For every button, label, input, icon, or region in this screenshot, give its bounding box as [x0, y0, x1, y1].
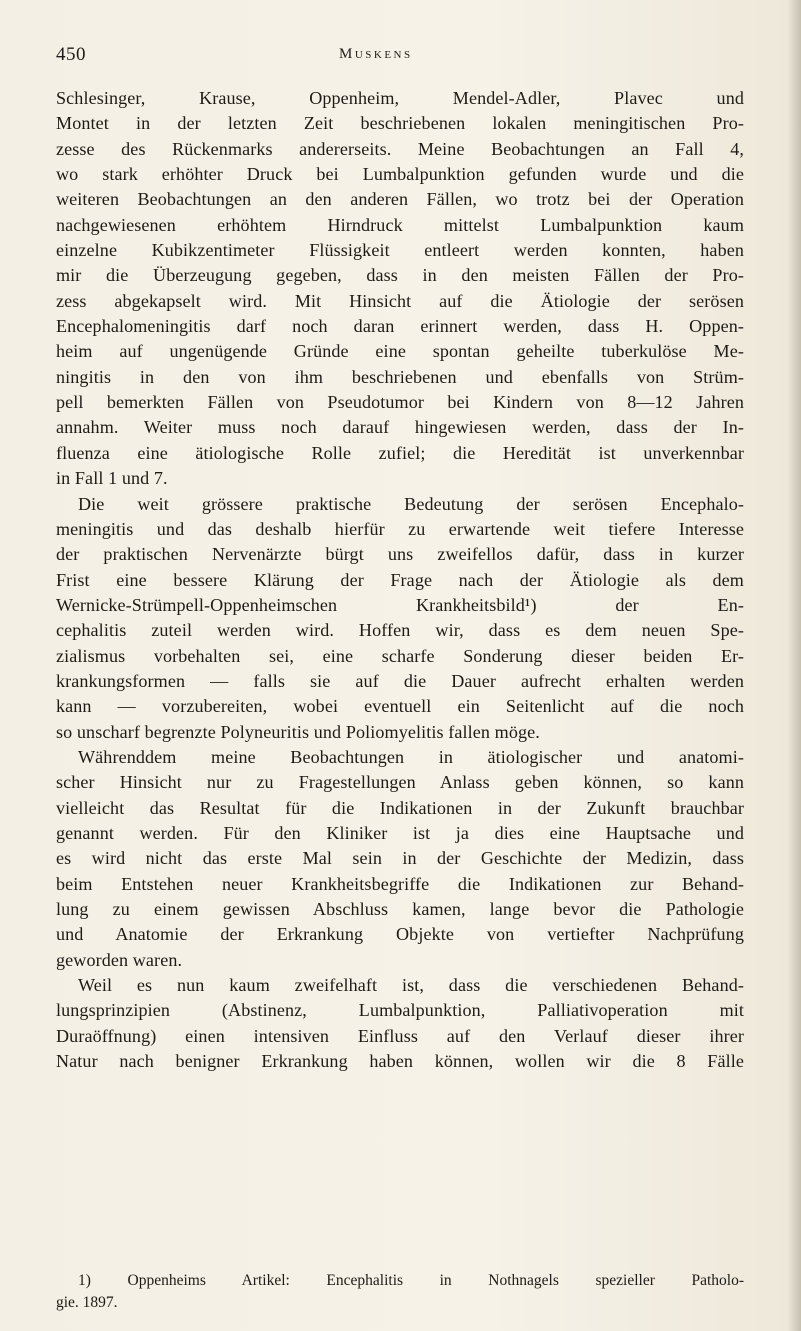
text-line: vielleicht das Resultat für die Indikationen in der Zukunft brauchbar: [56, 797, 744, 818]
text-line: Montet in der letzten Zeit beschriebenen lokalen meningitischen Pro-: [56, 113, 744, 134]
text-line: scher Hinsicht nur zu Fragestellungen Anlass geben können, so kann: [56, 772, 744, 793]
text-line: lungsprinzipien (Abstinenz, Lumbalpunktion, Palliativoperation mit: [56, 1000, 744, 1021]
footnote: [56, 1270, 744, 1314]
text-line: Frist eine bessere Klärung der Frage nach der Ätiologie als dem: [56, 569, 744, 590]
text-line: es wird nicht das erste Mal sein in der Geschichte der Medizin, dass: [56, 848, 744, 869]
text-line: zess abgekapselt wird. Mit Hinsicht auf die Ätiologie der serösen: [56, 290, 744, 311]
page-edge-shadow: [787, 0, 801, 1331]
text-line: Wernicke-Strümpell-Oppenheimschen Krankheitsbild¹) der En-: [56, 594, 744, 615]
text-line: Duraöffnung) einen intensiven Einfluss auf den Verlauf dieser ihrer: [56, 1025, 744, 1046]
text-line: nachgewiesenen erhöhtem Hirndruck mittelst Lumbalpunktion kaum: [56, 214, 744, 235]
paragraph-start-line: Währenddem meine Beobachtungen in ätiologischer und anatomi-: [78, 746, 744, 767]
footnote-line: gie. 1897.: [56, 1294, 118, 1311]
running-head: Muskens: [339, 46, 413, 62]
text-line: wo stark erhöhter Druck bei Lumbalpunktion gefunden wurde und die: [56, 164, 744, 185]
page-header: [56, 44, 746, 68]
text-line: beim Entstehen neuer Krankheitsbegriffe die Indikationen zur Behand-: [56, 873, 744, 894]
text-line: genannt werden. Für den Kliniker ist ja dies eine Hauptsache und: [56, 822, 744, 843]
text-line: kann — vorzubereiten, wobei eventuell ein Seitenlicht auf die noch: [56, 696, 744, 717]
text-line: zesse des Rückenmarks andererseits. Meine Beobachtungen an Fall 4,: [56, 138, 744, 159]
text-line: weiteren Beobachtungen an den anderen Fällen, wo trotz bei der Operation: [56, 189, 744, 210]
text-line: ningitis in den von ihm beschriebenen und ebenfalls von Strüm-: [56, 366, 744, 387]
text-line: heim auf ungenügende Gründe eine spontan geheilte tuberkulöse Me-: [56, 341, 744, 362]
text-line: krankungsformen — falls sie auf die Dauer aufrecht erhalten werden: [56, 670, 744, 691]
text-line: annahm. Weiter muss noch darauf hingewiesen werden, dass der In-: [56, 417, 744, 438]
text-line: einzelne Kubikzentimeter Flüssigkeit entleert werden konnten, haben: [56, 240, 744, 261]
paragraph-start-line: Weil es nun kaum zweifelhaft ist, dass die verschiedenen Behand-: [78, 975, 744, 996]
paragraph-start-line: Die weit grössere praktische Bedeutung der serösen Encephalo-: [78, 493, 744, 514]
text-line: mir die Überzeugung gegeben, dass in den meisten Fällen der Pro-: [56, 265, 744, 286]
text-line: der praktischen Nervenärzte bürgt uns zweifellos dafür, dass in kurzer: [56, 544, 744, 565]
text-line: lung zu einem gewissen Abschluss kamen, lange bevor die Pathologie: [56, 899, 744, 919]
text-line: Encephalomeningitis darf noch daran erinnert werden, dass H. Oppen-: [56, 316, 744, 337]
text-line: cephalitis zuteil werden wird. Hoffen wir, dass es dem neuen Spe-: [56, 620, 744, 641]
text-line: Natur nach benigner Erkrankung haben können, wollen wir die 8 Fälle: [56, 1051, 744, 1072]
text-line: zialismus vorbehalten sei, eine scharfe Sonderung dieser beiden Er-: [56, 645, 744, 666]
page-number: 450: [56, 44, 86, 65]
footnote-line: 1) Oppenheims Artikel: Encephalitis in Nothnagels spezieller Patholo-: [78, 1272, 744, 1289]
text-line: fluenza eine ätiologische Rolle zufiel; die Heredität ist unverkennbar: [56, 442, 744, 463]
text-line: pell bemerkten Fällen von Pseudotumor bei Kindern von 8—12 Jahren: [56, 392, 744, 413]
body-text: [56, 86, 744, 1074]
text-line: meningitis und das deshalb hierfür zu erwartende weit tiefere Interesse: [56, 518, 744, 539]
paragraph-end-line: in Fall 1 und 7.: [56, 468, 168, 489]
paragraph-end-line: geworden waren.: [56, 949, 183, 970]
text-line: und Anatomie der Erkrankung Objekte von vertiefter Nachprüfung: [56, 924, 744, 945]
text-line: Schlesinger, Krause, Oppenheim, Mendel-Adler, Plavec und: [56, 88, 744, 108]
paragraph-end-line: so unscharf begrenzte Polyneuritis und Poliomyelitis fallen möge.: [56, 721, 540, 742]
